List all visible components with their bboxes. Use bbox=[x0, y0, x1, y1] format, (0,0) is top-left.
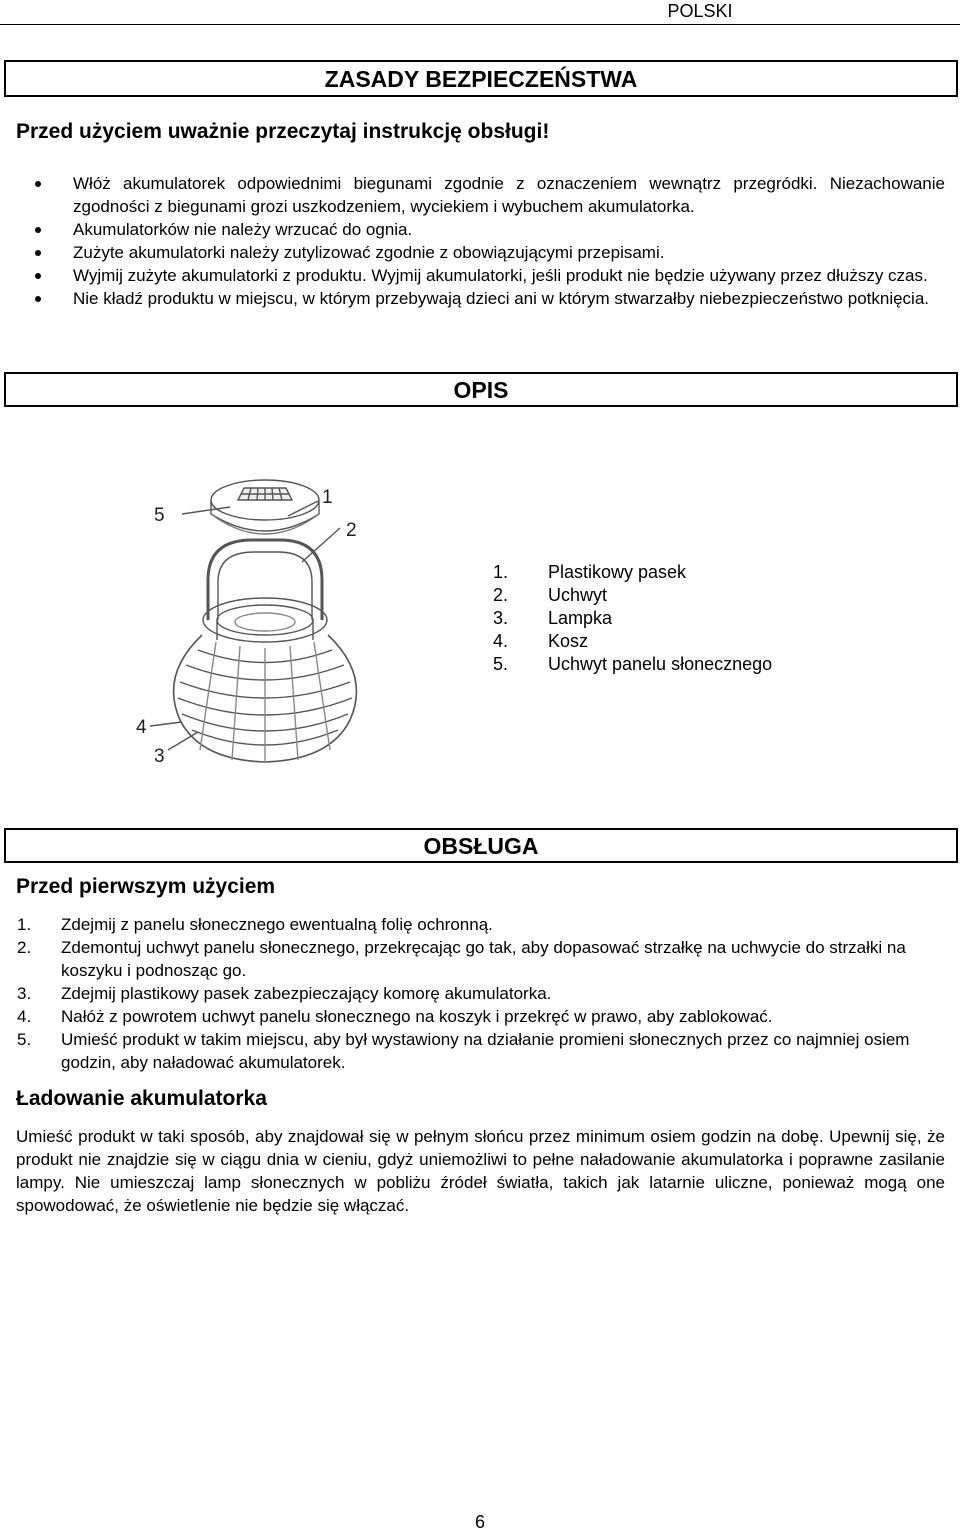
step-item bbox=[4, 982, 946, 1005]
header-language: POLSKI bbox=[667, 1, 733, 21]
part-number: 3. bbox=[493, 608, 509, 628]
callout-label-1: 1 bbox=[322, 487, 333, 508]
parts-list-item bbox=[493, 607, 933, 630]
safety-bullet bbox=[16, 218, 945, 241]
callout-label-2: 2 bbox=[346, 520, 357, 541]
safety-bullet bbox=[16, 172, 945, 218]
safety-bullet bbox=[16, 241, 945, 264]
part-label: Plastikowy pasek bbox=[548, 562, 687, 582]
charging-paragraph: Umieść produkt w taki sposób, aby znajdował się w pełnym słońcu przez minimum osiem godzin na dobę. Upewnij się, że produkt nie znajdzie się w ciągu dnia w cieniu, gdyż uniemożliwi to pełne naładowanie akumulatorka i poprawne zasilanie lampy. Nie umieszczaj lamp słonecznych w pobliżu źródeł światła, takich jak latarnie uliczne, ponieważ mogą one spowodować, że oświetlenie nie będzie się włączać. bbox=[16, 1127, 945, 1215]
safety-title-box bbox=[4, 60, 958, 97]
first-use-heading: Przed pierwszym użyciem bbox=[16, 875, 276, 898]
safety-bullet-text: Zużyte akumulatorki należy zutylizować zgodnie z obowiązującymi przepisami. bbox=[73, 243, 665, 262]
callout-label-5: 5 bbox=[154, 505, 165, 526]
safety-bullet-text: Nie kładź produktu w miejscu, w którym przebywają dzieci ani w którym stwarzałby niebezpieczeństwo potknięcia. bbox=[73, 289, 930, 308]
part-label: Kosz bbox=[548, 631, 589, 651]
charging-heading: Ładowanie akumulatorka bbox=[16, 1087, 267, 1110]
description-title: OPIS bbox=[453, 377, 509, 403]
page-number: 6 bbox=[474, 1512, 485, 1532]
safety-bullet-list bbox=[16, 172, 945, 310]
safety-title: ZASADY BEZPIECZEŃSTWA bbox=[324, 66, 638, 92]
part-number: 1. bbox=[493, 562, 509, 582]
parts-list-item bbox=[493, 584, 933, 607]
part-label: Uchwyt bbox=[548, 585, 608, 605]
step-item bbox=[4, 913, 946, 936]
step-number: 4. bbox=[17, 1007, 32, 1026]
part-number: 5. bbox=[493, 654, 509, 674]
description-title-box bbox=[4, 372, 958, 407]
callout-line-4 bbox=[150, 722, 182, 726]
safety-bullet-text: Wyjmij zużyte akumulatorki z produktu. Wyjmij akumulatorki, jeśli produkt nie będzie używany przez dłuższy czas. bbox=[73, 266, 928, 285]
header-divider bbox=[0, 24, 960, 25]
safety-bullet-text: Akumulatorków nie należy wrzucać do ognia. bbox=[73, 220, 413, 239]
step-number: 2. bbox=[17, 938, 32, 957]
parts-list-item bbox=[493, 653, 933, 676]
step-number: 5. bbox=[17, 1030, 32, 1049]
step-item bbox=[4, 1028, 946, 1074]
safety-warning: Przed użyciem uważnie przeczytaj instrukcję obsługi! bbox=[16, 120, 550, 143]
callout-line-2 bbox=[302, 528, 340, 562]
first-use-steps bbox=[4, 913, 946, 1074]
operation-title-box bbox=[4, 828, 958, 863]
step-number: 1. bbox=[17, 915, 32, 934]
parts-list-item bbox=[493, 561, 933, 584]
step-text: Umieść produkt w takim miejscu, aby był wystawiony na działanie promieni słonecznych przez co najmniej osiem godzin, aby naładować akumulatorek. bbox=[61, 1030, 910, 1072]
step-number: 3. bbox=[17, 984, 32, 1003]
step-item bbox=[4, 936, 946, 982]
safety-bullet bbox=[16, 264, 945, 287]
step-item bbox=[4, 1005, 946, 1028]
parts-list-item bbox=[493, 630, 933, 653]
step-text: Zdejmij plastikowy pasek zabezpieczający komorę akumulatorka. bbox=[61, 984, 552, 1003]
safety-bullet bbox=[16, 287, 945, 310]
step-text: Nałóż z powrotem uchwyt panelu słonecznego na koszyk i przekręć w prawo, aby zablokować. bbox=[61, 1007, 773, 1026]
part-label: Lampka bbox=[548, 608, 613, 628]
lantern-illustration bbox=[120, 470, 400, 780]
safety-bullet-text: Włóż akumulatorek odpowiednimi biegunami zgodnie z oznaczeniem wewnątrz przegródki. Niezachowanie zgodności z biegunami grozi uszkodzeniem, wyciekiem i wybuchem akumulatorka. bbox=[73, 174, 945, 216]
step-text: Zdejmij z panelu słonecznego ewentualną folię ochronną. bbox=[61, 915, 493, 934]
part-number: 2. bbox=[493, 585, 509, 605]
callout-label-4: 4 bbox=[136, 717, 147, 738]
part-number: 4. bbox=[493, 631, 509, 651]
callout-label-3: 3 bbox=[154, 746, 165, 767]
parts-list bbox=[493, 561, 933, 676]
step-text: Zdemontuj uchwyt panelu słonecznego, przekręcając go tak, aby dopasować strzałkę na uchwycie do strzałki na koszyku i podnosząc go. bbox=[61, 938, 906, 980]
callout-line-3 bbox=[168, 732, 198, 750]
operation-title: OBSŁUGA bbox=[423, 833, 539, 859]
part-label: Uchwyt panelu słonecznego bbox=[548, 654, 773, 674]
